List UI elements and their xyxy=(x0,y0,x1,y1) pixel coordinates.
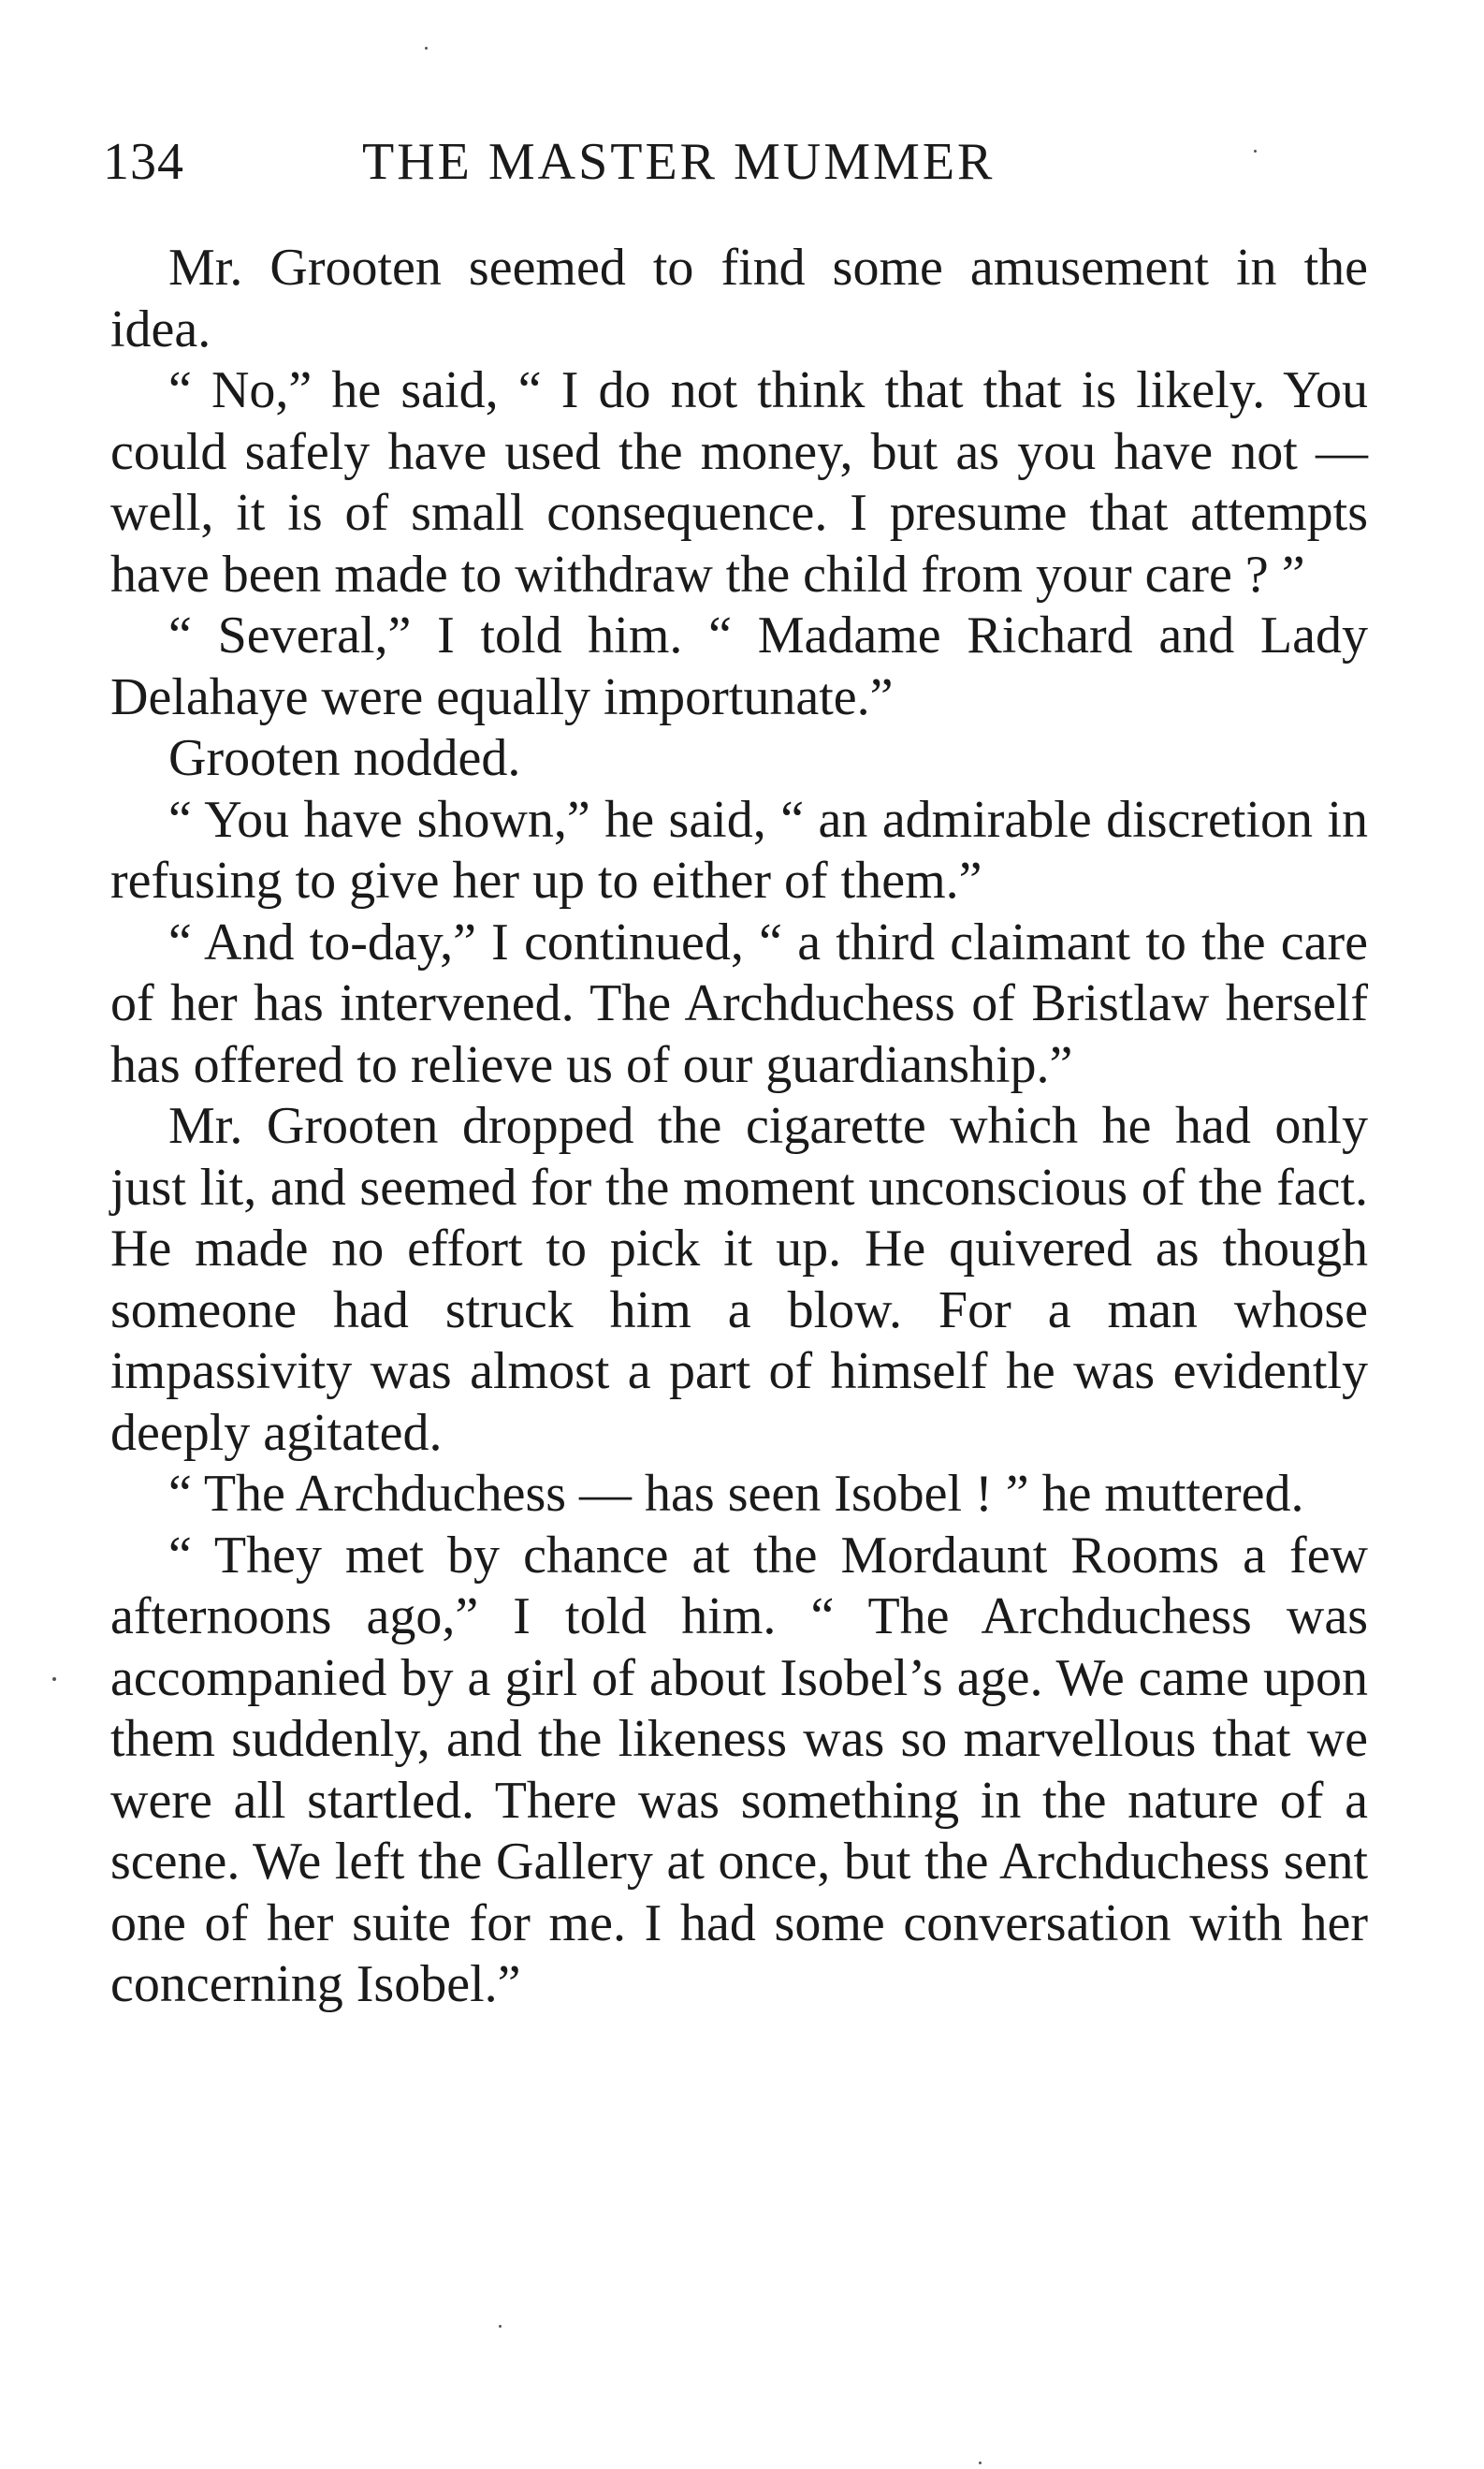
paper-speck xyxy=(425,47,428,50)
paper-speck xyxy=(979,2462,982,2464)
paragraph: “ The Archduchess — has seen Isobel ! ” he muttered. xyxy=(168,1465,1304,1523)
paragraph: “ You have shown,” he said, “ an admirable discretion in refusing to give her up to either of them.” xyxy=(110,790,1368,910)
paragraph: Grooten nodded. xyxy=(168,729,521,787)
paragraph: Mr. Grooten dropped the cigarette which he had only just lit, and seemed for the moment unconscious of the fact. He made no effort to pick it up. He quivered as though someone had struck him a blow. For a man whose impassivity was almost a part of himself he was evidently deeply agitated. xyxy=(110,1097,1368,1462)
paper-speck xyxy=(1254,150,1257,153)
paragraph: “ They met by chance at the Mordaunt Rooms a few afternoons ago,” I told him. “ The Archduchess was accompanied by a girl of about Isobel’s age. We came upon them suddenly, and the likeness was so marvellous that we were all startled. There was something in the nature of a scene. We left the Gallery at once, but the Archduchess sent one of her suite for me. I had some conversation with her concerning Isobel.” xyxy=(110,1526,1368,2013)
page-number: 134 xyxy=(103,133,184,191)
body-text xyxy=(110,238,1368,2016)
paragraph: “ And to-day,” I continued, “ a third claimant to the care of her has intervened. The Archduchess of Bristlaw herself has offered to relieve us of our guardianship.” xyxy=(110,913,1368,1094)
paper-speck xyxy=(52,1677,56,1681)
paragraph: “ Several,” I told him. “ Madame Richard and Lady Delahaye were equally importunate.” xyxy=(110,606,1368,726)
paragraph: Mr. Grooten seemed to find some amusement in the idea. xyxy=(110,239,1368,358)
paragraph: “ No,” he said, “ I do not think that that is likely. You could safely have used the money, but as you have not — well, it is of small consequence. I presume that attempts have been made to withdraw the child from your care ? ” xyxy=(110,361,1368,604)
running-title: THE MASTER MUMMER xyxy=(362,133,996,191)
running-head xyxy=(103,120,1366,204)
paper-speck xyxy=(499,2325,502,2328)
